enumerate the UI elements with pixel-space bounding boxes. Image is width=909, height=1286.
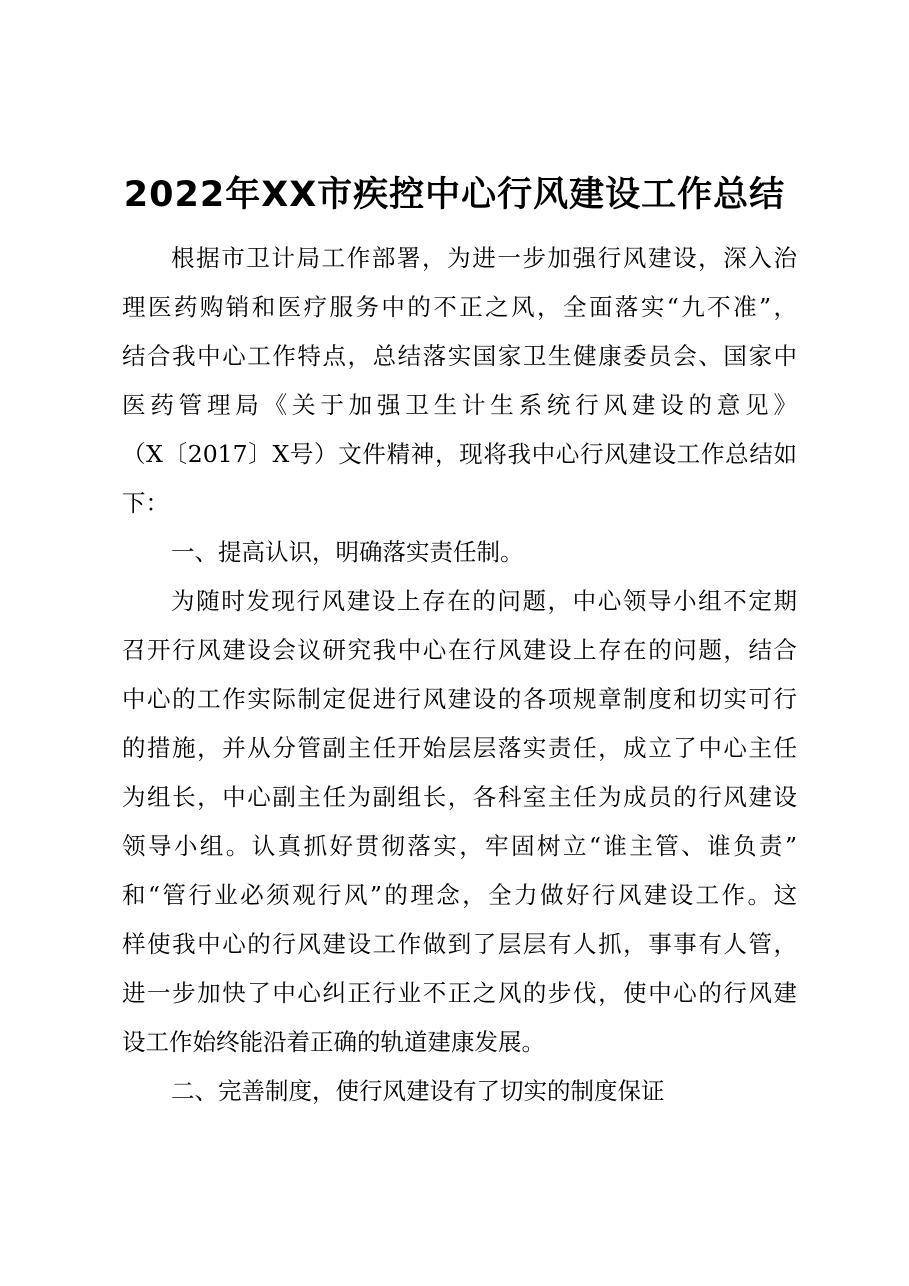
text-line: 为组长，中心副主任为副组长，各科室主任为成员的行风建设 bbox=[122, 783, 797, 811]
text-line: （X〔2017〕X号）文件精神，现将我中心行风建设工作总结如 bbox=[122, 440, 797, 468]
text-line: 为随时发现行风建设上存在的问题，中心领导小组不定期 bbox=[171, 587, 797, 615]
text-line: 召开行风建设会议研究我中心在行风建设上存在的问题，结合 bbox=[122, 636, 797, 664]
text-line: 设工作始终能沿着正确的轨道建康发展。 bbox=[122, 1028, 545, 1056]
text-line: 样使我中心的行风建设工作做到了层层有人抓，事事有人管， bbox=[122, 930, 797, 958]
text-line: 下： bbox=[122, 489, 169, 517]
text-line: 结合我中心工作特点，总结落实国家卫生健康委员会、国家中 bbox=[122, 342, 797, 370]
text-line: 根据市卫计局工作部署，为进一步加强行风建设，深入治 bbox=[171, 244, 797, 272]
text-line: 进一步加快了中心纠正行业不正之风的步伐，使中心的行风建 bbox=[122, 979, 797, 1007]
section-heading: 二、完善制度，使行风建设有了切实的制度保证 bbox=[171, 1077, 665, 1105]
document-title: 2022年XX市疾控中心行风建设工作总结 bbox=[123, 175, 786, 215]
text-line: 的措施，并从分管副主任开始层层落实责任，成立了中心主任 bbox=[122, 734, 797, 762]
text-line: 和“管行业必须观行风”的理念，全力做好行风建设工作。这 bbox=[122, 881, 797, 909]
section-heading: 一、提高认识，明确落实责任制。 bbox=[171, 538, 524, 566]
text-line: 领导小组。认真抓好贯彻落实，牢固树立“谁主管、谁负责” bbox=[122, 832, 797, 860]
text-line: 医药管理局《关于加强卫生计生系统行风建设的意见》 bbox=[122, 391, 797, 419]
document-body bbox=[122, 234, 797, 1116]
text-line: 中心的工作实际制定促进行风建设的各项规章制度和切实可行 bbox=[122, 685, 797, 713]
text-line: 理医药购销和医疗服务中的不正之风，全面落实“九不准”， bbox=[122, 293, 797, 321]
